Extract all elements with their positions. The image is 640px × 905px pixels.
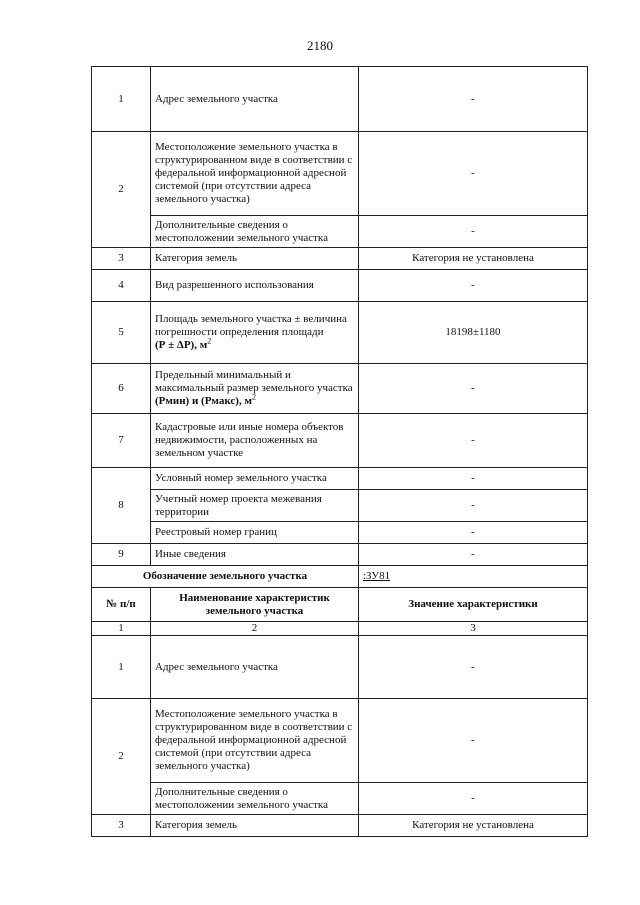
size-formula: (Рмин) и (Рмакс), м — [155, 395, 252, 407]
row-name — [151, 302, 359, 364]
header-num: № п/п — [92, 588, 151, 622]
row-subname: Учетный номер проекта межевания территории — [151, 490, 359, 522]
row-subvalue: - — [359, 522, 588, 544]
table-row — [92, 364, 588, 414]
row-name: Местоположение земельного участка в структурированном виде в соответствии с федеральной информационной адресной системой (при отсутствии адреса земельного участка) — [151, 132, 359, 216]
table-row — [92, 216, 588, 248]
row-name: Иные сведения — [151, 544, 359, 566]
row-name: Кадастровые или иные номера объектов недвижимости, расположенных на земельном участке — [151, 414, 359, 468]
row-value: - — [359, 544, 588, 566]
index-cell: 1 — [92, 622, 151, 636]
table-row — [92, 699, 588, 783]
row-number: 4 — [92, 270, 151, 302]
table-row — [92, 302, 588, 364]
table-row — [92, 414, 588, 468]
table-row — [92, 636, 588, 699]
row-value: - — [359, 468, 588, 490]
row-number: 1 — [92, 67, 151, 132]
row-name: Вид разрешенного использования — [151, 270, 359, 302]
size-formula-sup: 2 — [251, 392, 256, 402]
row-name: Местоположение земельного участка в структурированном виде в соответствии с федеральной информационной адресной системой (при отсутствии адреса земельного участка) — [151, 699, 359, 783]
area-formula-sup: 2 — [207, 336, 212, 346]
header-name: Наименование характеристик земельного участка — [151, 588, 359, 622]
area-formula: (Р ± ΔР), м — [155, 339, 208, 351]
row-value: - — [359, 364, 588, 414]
row-number: 3 — [92, 248, 151, 270]
row-number: 1 — [92, 636, 151, 699]
row-subvalue: - — [359, 490, 588, 522]
row-value: Категория не установлена — [359, 815, 588, 837]
page-number: 2180 — [307, 38, 333, 53]
row-number: 3 — [92, 815, 151, 837]
table-row — [92, 544, 588, 566]
row-value: - — [359, 132, 588, 216]
row-name: Адрес земельного участка — [151, 67, 359, 132]
row-number: 2 — [92, 132, 151, 248]
row-value: Категория не установлена — [359, 248, 588, 270]
table-row — [92, 468, 588, 490]
row-name — [151, 364, 359, 414]
row-number: 8 — [92, 468, 151, 544]
row-value: - — [359, 270, 588, 302]
table-row — [92, 132, 588, 216]
table-row — [92, 815, 588, 837]
table-row — [92, 67, 588, 132]
row-number: 7 — [92, 414, 151, 468]
index-cell: 3 — [359, 622, 588, 636]
row-name: Категория земель — [151, 815, 359, 837]
row-name: Условный номер земельного участка — [151, 468, 359, 490]
table-row — [92, 522, 588, 544]
index-row — [92, 622, 588, 636]
row-subvalue: - — [359, 216, 588, 248]
table-row — [92, 248, 588, 270]
row-subname: Дополнительные сведения о местоположении земельного участка — [151, 783, 359, 815]
row-subname: Реестровый номер границ — [151, 522, 359, 544]
row-subname: Дополнительные сведения о местоположении земельного участка — [151, 216, 359, 248]
row-value: - — [359, 414, 588, 468]
table-row — [92, 783, 588, 815]
designation-row — [92, 566, 588, 588]
size-label: Предельный минимальный и максимальный размер земельного участка — [155, 369, 353, 394]
row-number: 2 — [92, 699, 151, 815]
designation-value: :ЗУ81 — [359, 566, 588, 588]
table-row — [92, 490, 588, 522]
row-value: - — [359, 636, 588, 699]
row-number: 9 — [92, 544, 151, 566]
land-plot-table — [91, 66, 588, 837]
row-number: 6 — [92, 364, 151, 414]
row-value: - — [359, 67, 588, 132]
row-value: - — [359, 699, 588, 783]
header-value: Значение характеристики — [359, 588, 588, 622]
row-number: 5 — [92, 302, 151, 364]
index-cell: 2 — [151, 622, 359, 636]
row-value: 18198±1180 — [359, 302, 588, 364]
row-subvalue: - — [359, 783, 588, 815]
row-name: Категория земель — [151, 248, 359, 270]
header-row — [92, 588, 588, 622]
row-name: Адрес земельного участка — [151, 636, 359, 699]
table-row — [92, 270, 588, 302]
designation-label: Обозначение земельного участка — [92, 566, 359, 588]
area-label: Площадь земельного участка ± величина погрешности определения площади — [155, 313, 347, 338]
